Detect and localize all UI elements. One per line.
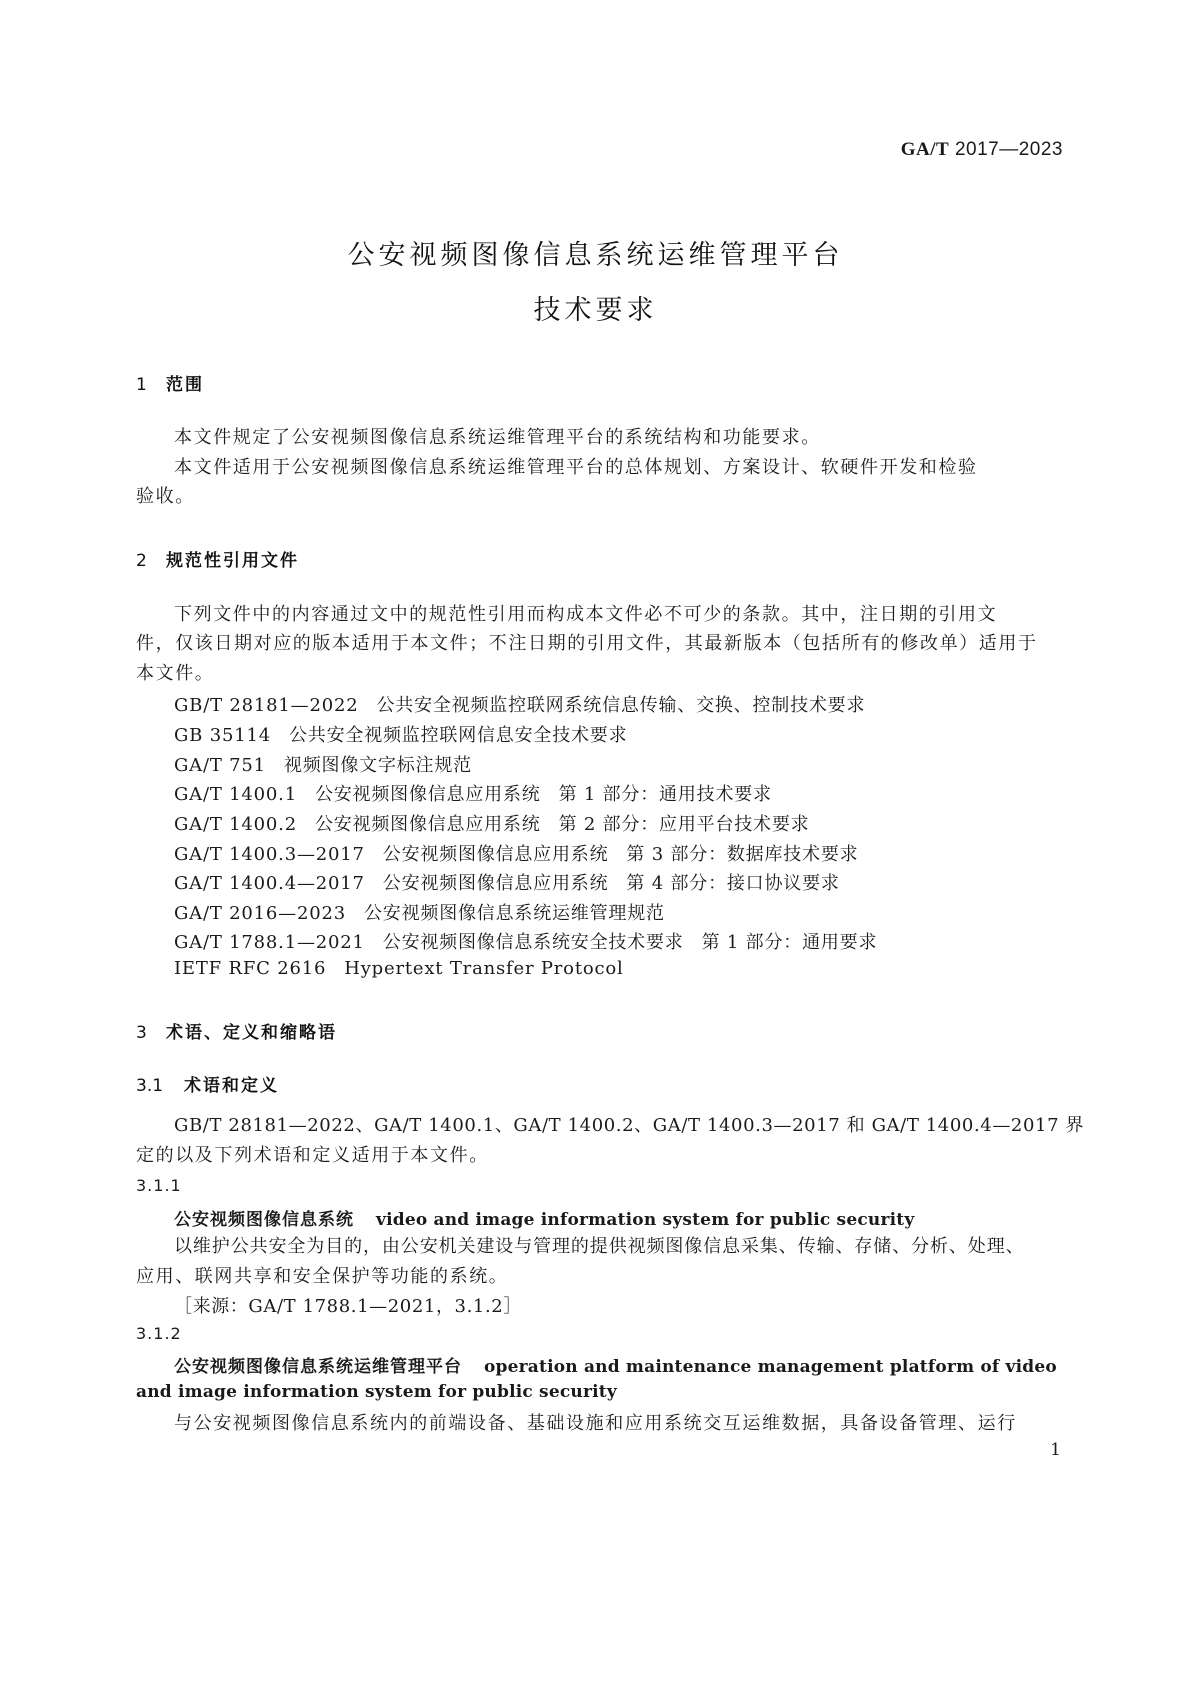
- reference-title: 公共安全视频监控联网系统信息传输、交换、控制技术要求: [376, 695, 866, 716]
- section-title: 规范性引用文件: [166, 551, 299, 571]
- reference-item: [174, 840, 858, 866]
- document-title-line2: 技术要求: [533, 295, 658, 326]
- paragraph: 本文件适用于公安视频图像信息系统运维管理平台的总体规划、方案设计、软硬件开发和检验: [174, 457, 978, 478]
- page-number: 1: [1050, 1440, 1061, 1460]
- reference-code: IETF RFC 2616: [174, 958, 327, 979]
- term-en: video and image information system for public security: [376, 1210, 915, 1230]
- reference-title: 公共安全视频监控联网信息安全技术要求: [289, 725, 628, 746]
- reference-item: [174, 780, 772, 806]
- subsection-3-1-heading: [136, 1071, 279, 1096]
- reference-part: 第 4 部分：接口协议要求: [626, 873, 840, 894]
- section-number: 3: [136, 1023, 147, 1043]
- reference-item: [174, 899, 665, 925]
- reference-title: 公安视频图像信息应用系统: [382, 873, 609, 894]
- reference-code: GA/T 1400.2: [174, 814, 297, 835]
- standard-year: 2017—2023: [954, 139, 1063, 160]
- term-en-continued: and image information system for public security: [136, 1382, 617, 1402]
- term-number: 3.1.2: [136, 1324, 182, 1343]
- term-source: ［来源：GA/T 1788.1—2021，3.1.2］: [174, 1296, 522, 1317]
- paragraph: GB/T 28181—2022、GA/T 1400.1、GA/T 1400.2、GA/T 1400.3—2017 和 GA/T 1400.4—2017 界: [174, 1115, 1085, 1136]
- subsection-title: 术语和定义: [184, 1076, 279, 1096]
- paragraph: 应用、联网共享和安全保护等功能的系统。: [136, 1266, 509, 1287]
- section-3-heading: [136, 1018, 337, 1043]
- reference-part: 第 3 部分：数据库技术要求: [626, 844, 859, 865]
- reference-part: 第 1 部分：通用技术要求: [558, 784, 772, 805]
- paragraph: 本文件规定了公安视频图像信息系统运维管理平台的系统结构和功能要求。: [174, 427, 821, 448]
- paragraph: 以维护公共安全为目的，由公安机关建设与管理的提供视频图像信息采集、传输、存储、分析、处理、: [174, 1236, 1025, 1257]
- section-number: 1: [136, 375, 147, 395]
- standard-number: [901, 139, 1063, 161]
- section-title: 术语、定义和缩略语: [166, 1023, 337, 1043]
- reference-code: GA/T 1400.4—2017: [174, 873, 365, 894]
- term-number: 3.1.1: [136, 1176, 182, 1195]
- paragraph: 下列文件中的内容通过文中的规范性引用而构成本文件必不可少的条款。其中，注日期的引用文: [174, 604, 998, 625]
- reference-code: GA/T 1400.1: [174, 784, 297, 805]
- reference-title: 公安视频图像信息应用系统: [314, 784, 541, 805]
- reference-item: [174, 721, 627, 747]
- subsection-number: 3.1: [136, 1076, 164, 1096]
- reference-code: GA/T 751: [174, 755, 266, 776]
- paragraph: 与公安视频图像信息系统内的前端设备、基础设施和应用系统交互运维数据，具备设备管理、运行: [174, 1413, 1017, 1434]
- reference-code: GB 35114: [174, 725, 271, 746]
- term-zh: 公安视频图像信息系统运维管理平台: [174, 1357, 462, 1377]
- term-title: [174, 1352, 1057, 1377]
- reference-code: GA/T 1788.1—2021: [174, 932, 365, 953]
- section-2-heading: [136, 546, 299, 571]
- reference-item: [174, 928, 877, 954]
- reference-title: 公安视频图像信息应用系统: [314, 814, 541, 835]
- section-1-heading: [136, 370, 204, 395]
- reference-part: 第 1 部分：通用要求: [701, 932, 878, 953]
- reference-code: GB/T 28181—2022: [174, 695, 359, 716]
- reference-code: GA/T 1400.3—2017: [174, 844, 365, 865]
- standard-prefix: GA/T: [900, 139, 950, 160]
- reference-item: [174, 810, 809, 836]
- section-number: 2: [136, 551, 147, 571]
- reference-title: 公安视频图像信息系统运维管理规范: [364, 903, 665, 924]
- reference-item: [174, 958, 624, 979]
- paragraph: 验收。: [136, 486, 195, 507]
- document-title-line1: 公安视频图像信息系统运维管理平台: [347, 240, 844, 271]
- reference-title: Hypertext Transfer Protocol: [344, 958, 624, 979]
- term-en: operation and maintenance management platform of video: [484, 1357, 1057, 1377]
- reference-part: 第 2 部分：应用平台技术要求: [558, 814, 810, 835]
- reference-item: [174, 751, 472, 777]
- paragraph: 定的以及下列术语和定义适用于本文件。: [136, 1145, 489, 1166]
- paragraph: 本文件。: [136, 663, 215, 684]
- reference-title: 公安视频图像信息应用系统: [382, 844, 609, 865]
- term-zh: 公安视频图像信息系统: [174, 1210, 354, 1230]
- reference-title: 视频图像文字标注规范: [283, 755, 472, 776]
- reference-title: 公安视频图像信息系统安全技术要求: [382, 932, 684, 953]
- reference-item: [174, 691, 865, 717]
- paragraph: 件，仅该日期对应的版本适用于本文件；不注日期的引用文件，其最新版本（包括所有的修改单）适用于: [136, 633, 1038, 654]
- reference-item: [174, 869, 840, 895]
- section-title: 范围: [166, 375, 204, 395]
- reference-code: GA/T 2016—2023: [174, 903, 346, 924]
- term-title: [174, 1205, 914, 1230]
